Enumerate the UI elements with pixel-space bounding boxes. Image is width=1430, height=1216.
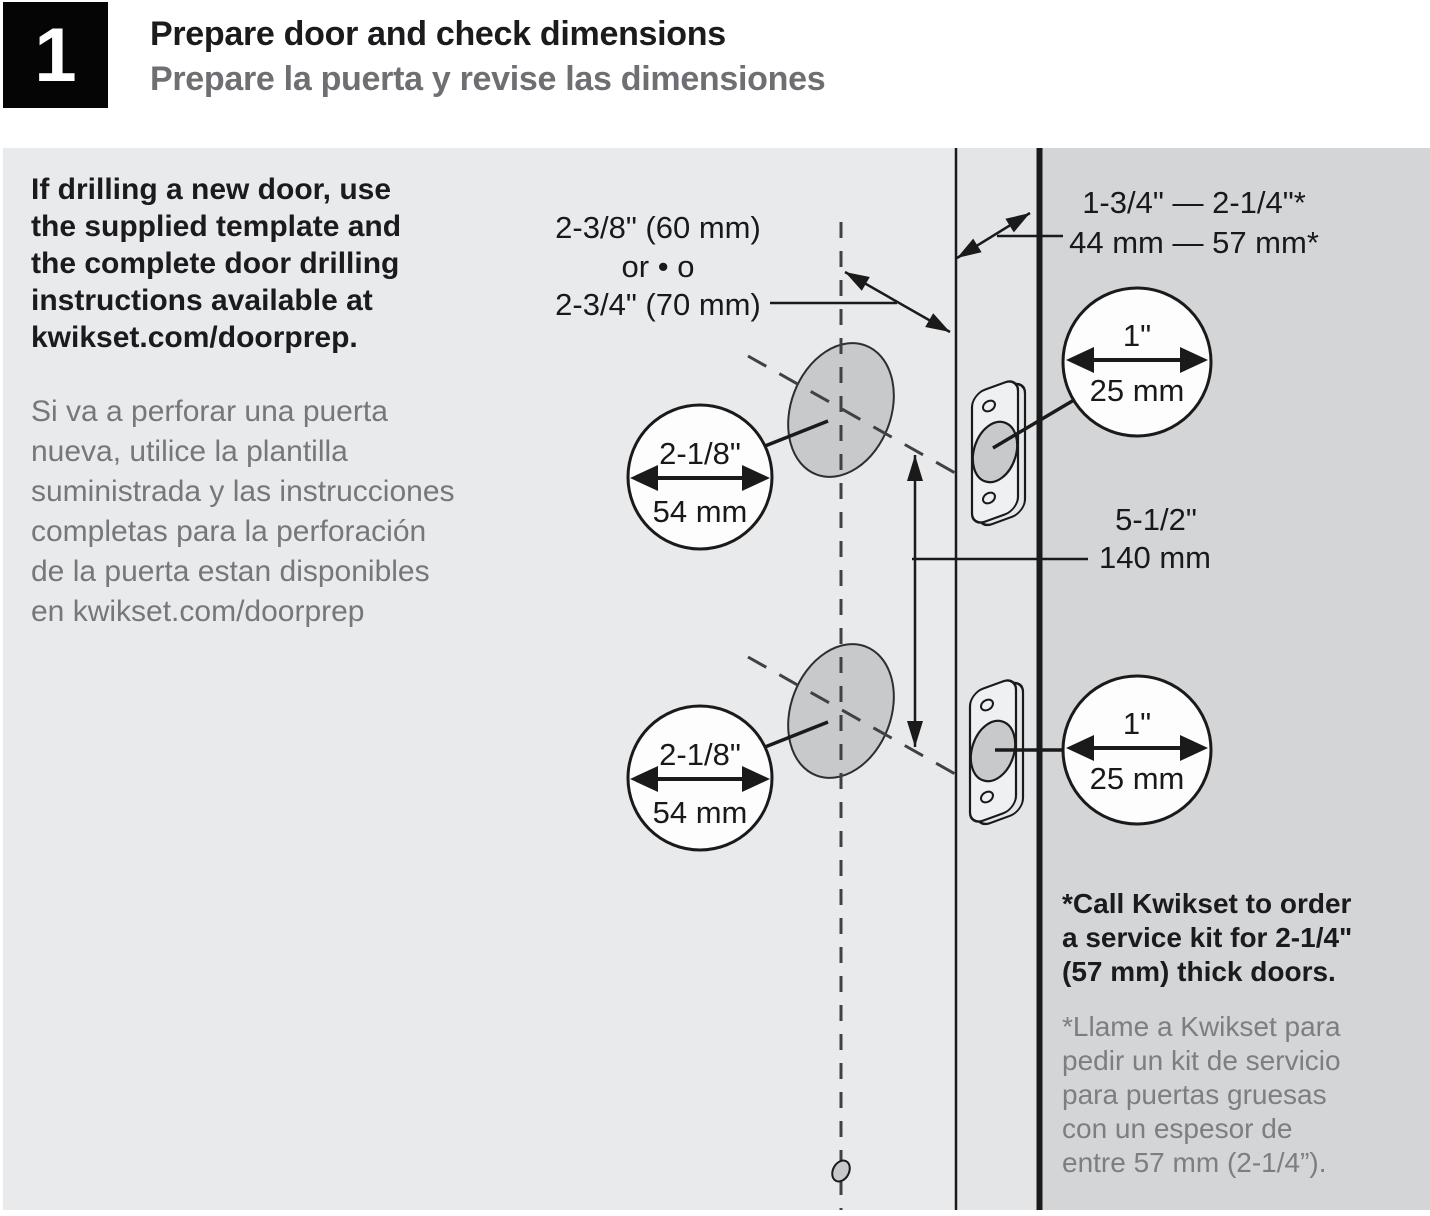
note-line: the supplied template and xyxy=(31,210,402,243)
drilling-note-es xyxy=(31,392,455,632)
page-title: Prepare door and check dimensions xyxy=(150,15,726,53)
step-number: 1 xyxy=(34,12,77,98)
note-line: pedir un kit de servicio xyxy=(1062,1045,1341,1076)
edge-bore-mm-label: 25 mm xyxy=(1089,761,1185,796)
edge-bore-inches-label: 1" xyxy=(1122,318,1152,353)
note-line: suministrada y las instrucciones xyxy=(31,475,455,508)
cross-bore-inches-label: 2-1/8" xyxy=(659,436,741,471)
step-number-badge xyxy=(3,2,108,108)
latch-plate-lower xyxy=(963,674,1023,830)
note-line: entre 57 mm (2-1/4”). xyxy=(1062,1147,1327,1178)
latch-plate-upper xyxy=(965,375,1025,531)
note-line: *Call Kwikset to order xyxy=(1062,888,1352,919)
note-line: kwikset.com/doorprep. xyxy=(31,321,358,354)
edge-bore-callout-lower xyxy=(1063,676,1211,824)
page-subtitle: Prepare la puerta y revise las dimensiones xyxy=(150,60,826,98)
note-line: con un espesor de xyxy=(1062,1113,1293,1144)
note-line: de la puerta estan disponibles xyxy=(31,555,430,588)
note-line: instructions available at xyxy=(31,284,373,317)
door-edge-strip xyxy=(956,148,1040,1210)
bore-spacing-label-line2: 140 mm xyxy=(1099,540,1211,575)
note-line: If drilling a new door, use xyxy=(31,173,392,206)
cross-bore-mm-label: 54 mm xyxy=(652,494,748,529)
note-line: completas para la perforación xyxy=(31,515,427,548)
note-line: para puertas gruesas xyxy=(1062,1079,1327,1110)
note-line: the complete door drilling xyxy=(31,247,400,280)
cross-bore-callout-lower xyxy=(628,706,772,850)
backset-label-line1: 2-3/8" (60 mm) xyxy=(555,210,761,245)
drilling-note-en xyxy=(31,171,401,356)
note-line: *Llame a Kwikset para xyxy=(1062,1011,1341,1042)
cross-bore-mm-label: 54 mm xyxy=(652,795,748,830)
backset-label-line2: or • o xyxy=(621,249,695,284)
note-line: Si va a perforar una puerta xyxy=(31,395,388,428)
note-line: nueva, utilice la plantilla xyxy=(31,435,348,468)
note-line: en kwikset.com/doorprep xyxy=(31,595,365,628)
service-note-es xyxy=(1062,1010,1341,1180)
backset-label-line3: 2-3/4" (70 mm) xyxy=(555,287,761,322)
door-thickness-label-line2: 44 mm — 57 mm* xyxy=(1069,225,1319,260)
bore-spacing-label-line1: 5-1/2" xyxy=(1115,502,1197,537)
cross-bore-callout-upper xyxy=(628,405,772,549)
note-line: (57 mm) thick doors. xyxy=(1062,956,1336,987)
edge-bore-callout-upper xyxy=(1063,288,1211,436)
cross-bore-inches-label: 2-1/8" xyxy=(659,737,741,772)
note-line: a service kit for 2-1/4" xyxy=(1062,922,1353,953)
service-note-en xyxy=(1062,887,1352,989)
door-thickness-label-line1: 1-3/4" — 2-1/4"* xyxy=(1082,185,1306,220)
edge-bore-inches-label: 1" xyxy=(1122,706,1152,741)
edge-bore-mm-label: 25 mm xyxy=(1089,373,1185,408)
